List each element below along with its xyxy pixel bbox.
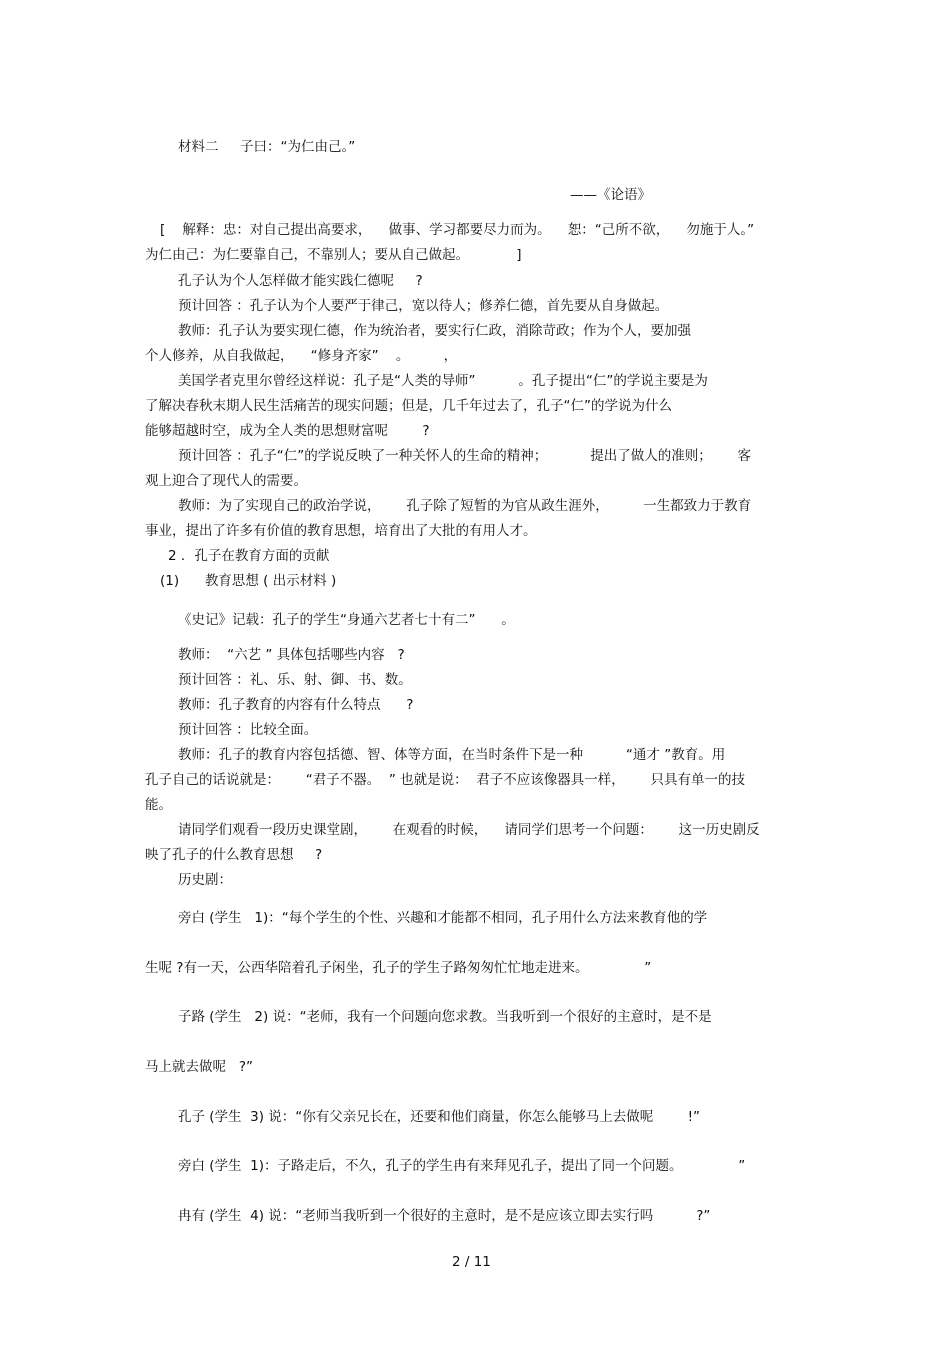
text-line: 教师：孔子的教育内容包括德、智、体等方面，在当时条件下是一种 “通才 ”教育。用 xyxy=(178,747,726,763)
play-line: 子路 (学生 2) 说：“老师，我有一个问题向您求教。当我听到一个很好的主意时，是不是 xyxy=(178,1009,712,1025)
text-line: 教师： “六艺 ” 具体包括哪些内容 ? xyxy=(178,647,405,663)
section-heading: 2 ．孔子在教育方面的贡献 xyxy=(168,548,330,564)
play-line: 旁白 (学生 1)：子路走后，不久，孔子的学生冉有来拜见孔子，提出了同一个问题。 ” xyxy=(178,1158,746,1174)
text-line: 历史剧： xyxy=(178,872,232,888)
material-heading: 材料二 子曰：“为仁由己。” xyxy=(178,139,356,155)
text-line: 美国学者克里尔曾经这样说：孔子是“人类的导师” 。孔子提出“仁”的学说主要是为 xyxy=(178,373,708,389)
text-line: 观上迎合了现代人的需要。 xyxy=(145,473,307,489)
source-citation: ——《论语》 xyxy=(570,187,651,203)
subsection-heading: (1) 教育思想 ( 出示材料 ) xyxy=(160,573,337,589)
text-line: 映了孔子的什么教育思想 ? xyxy=(145,847,323,863)
text-line: 事业，提出了许多有价值的教育思想，培育出了大批的有用人才。 xyxy=(145,523,537,539)
text-line: 能够超越时空，成为全人类的思想财富呢 ? xyxy=(145,423,430,439)
text-line: 了解决春秋末期人民生活痛苦的现实问题；但是，几千年过去了，孔子“仁”的学说为什么 xyxy=(145,398,672,414)
text-line: [ 解释：忠：对自己提出高要求， 做事、学习都要尽力而为。 恕：“己所不欲， 勿施于人。” xyxy=(160,222,755,238)
text-line: 预计回答 ：比较全面。 xyxy=(178,722,318,738)
play-line: 旁白 (学生 1)：“每个学生的个性、兴趣和才能都不相同，孔子用什么方法来教育他的学 xyxy=(178,910,708,926)
text-line: 预计回答 ：孔子认为个人要严于律己，宽以待人；修养仁德，首先要从自身做起。 xyxy=(178,298,669,314)
text-line: 预计回答 ：孔子“仁”的学说反映了一种关怀人的生命的精神； 提出了做人的准则； 客 xyxy=(178,448,751,464)
play-line: 生呢 ?有一天，公西华陪着孔子闲坐，孔子的学生子路匆匆忙忙地走进来。 ” xyxy=(145,960,652,976)
play-line: 马上就去做呢 ?” xyxy=(145,1059,254,1075)
play-line: 冉有 (学生 4) 说：“老师当我听到一个很好的主意时，是不是应该立即去实行吗 ?” xyxy=(178,1208,711,1224)
text-line: 《史记》记载：孔子的学生“身通六艺者七十有二” 。 xyxy=(178,612,515,628)
text-line: 能。 xyxy=(145,797,172,813)
text-line: 教师：孔子教育的内容有什么特点 ? xyxy=(178,697,414,713)
play-line: 孔子 (学生 3) 说：“你有父亲兄长在，还要和他们商量，你怎么能够马上去做呢 !” xyxy=(178,1109,701,1125)
text-line: 教师：孔子认为要实现仁德，作为统治者，要实行仁政，消除苛政；作为个人，要加强 xyxy=(178,323,691,339)
text-line: 教师：为了实现自己的政治学说， 孔子除了短暂的为官从政生涯外， 一生都致力于教育 xyxy=(178,498,752,514)
text-line: 个人修养，从自我做起， “修身齐家” 。 ， xyxy=(145,348,458,364)
text-line: 预计回答 ：礼、乐、射、御、书、数。 xyxy=(178,672,412,688)
text-line: 孔子自己的话说就是： “君子不器。 ” 也就是说： 君子不应该像器具一样， 只具有单一的技 xyxy=(145,772,745,788)
text-line: 孔子认为个人怎样做才能实践仁德呢 ? xyxy=(178,273,423,289)
text-line: 请同学们观看一段历史课堂剧， 在观看的时候， 请同学们思考一个问题： 这一历史剧反 xyxy=(178,822,760,838)
page-number: 2 / 11 xyxy=(452,1254,491,1270)
text-line: 为仁由己：为仁要靠自己，不靠别人；要从自己做起。 ] xyxy=(145,247,522,263)
